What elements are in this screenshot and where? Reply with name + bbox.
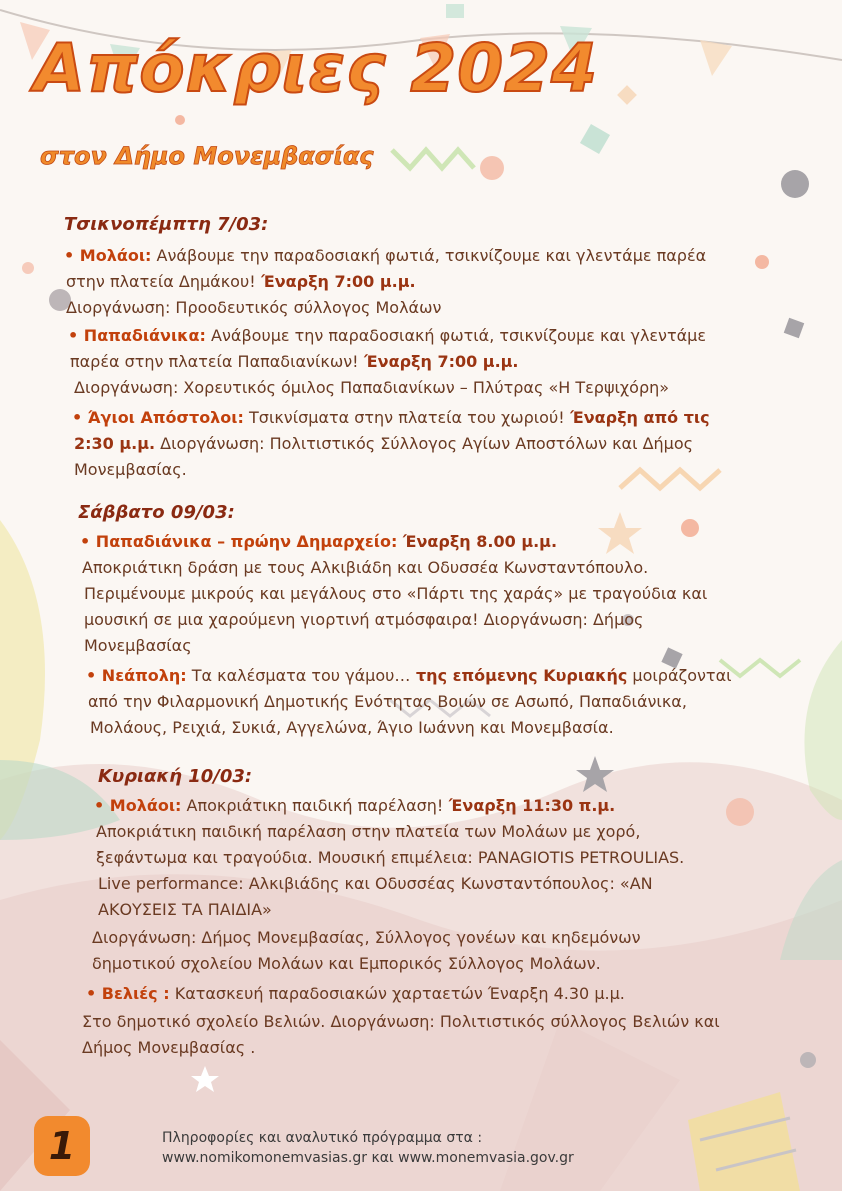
page-title: Απόκριες 2024 <box>34 30 599 107</box>
day-heading-thursday: Τσικνοπέμπτη 7/03: <box>64 214 269 235</box>
event-start: Έναρξη 11:30 π.μ. <box>443 796 616 815</box>
event-place: Μολάοι: <box>79 246 152 265</box>
event-line <box>74 434 693 454</box>
event-organizer: Διοργάνωση: Χορευτικός όμιλος Παπαδιανίκων – Πλύτρας «Η Τερψιχόρη» <box>74 378 670 397</box>
event-text-line: ΑΚΟΥΣΕΙΣ ΤΑ ΠΑΙΔΙΑ» <box>98 900 272 919</box>
event-text-line: Μονεμβασίας <box>84 636 192 655</box>
event-line <box>86 666 732 686</box>
bullet: • <box>86 666 102 685</box>
bullet: • <box>86 984 102 1003</box>
event-desc: Τσικνίσματα στην πλατεία του χωριού! <box>243 408 565 427</box>
page-number-badge: 1 <box>34 1116 90 1176</box>
event-text-line: Live performance: Αλκιβιάδης και Οδυσσέας Κωνσταντόπουλος: «ΑΝ <box>98 874 653 893</box>
footer-links-line: www.nomikomonemvasias.gr και www.monemvasia.gov.gr <box>162 1150 574 1166</box>
event-text-line: μουσική σε μια χαρούμενη γιορτινή ατμόσφαιρα! Διοργάνωση: Δήμος <box>84 610 644 629</box>
event-place: Παπαδιάνικα – πρώην Δημαρχείο: <box>95 532 398 551</box>
bullet: • <box>64 246 80 265</box>
event-desc: Ανάβουμε την παραδοσιακή φωτιά, τσικνίζουμε και γλεντάμε <box>205 326 706 345</box>
event-line <box>94 796 615 816</box>
event-organizer: Μονεμβασίας. <box>74 460 187 479</box>
event-organizer: Διοργάνωση: Πολιτιστικός Σύλλογος Αγίων Αποστόλων και Δήμος <box>155 434 694 453</box>
event-text-line: Στο δημοτικό σχολείο Βελιών. Διοργάνωση: Πολιτιστικός σύλλογος Βελιών και <box>82 1012 720 1031</box>
event-desc: Κατασκευή παραδοσιακών χαρταετών Έναρξη 4.30 μ.μ. <box>169 984 625 1003</box>
event-text-line: από την Φιλαρμονική Δημοτικής Ενότητας Βοιών σε Ασωπό, Παπαδιάνικα, <box>88 692 687 711</box>
event-text-line: Αποκριάτικη δράση με τους Αλκιβιάδη και Οδυσσέα Κωνσταντόπουλο. <box>82 558 649 577</box>
page-subtitle: στον Δήμο Μονεμβασίας <box>40 142 374 170</box>
bullet: • <box>80 532 96 551</box>
event-desc-bold: της επόμενης Κυριακής <box>410 666 628 685</box>
event-text-line: Περιμένουμε μικρούς και μεγάλους στο «Πάρτι της χαράς» με τραγούδια και <box>84 584 708 603</box>
event-start: Έναρξη 8.00 μ.μ. <box>397 532 558 551</box>
day-heading-saturday: Σάββατο 09/03: <box>78 502 235 523</box>
bullet: • <box>94 796 110 815</box>
bullet: • <box>68 326 84 345</box>
event-text-line: Δήμος Μονεμβασίας . <box>82 1038 256 1057</box>
event-text-line: Μολάους, Ρειχιά, Συκιά, Αγγελώνα, Άγιο Ιωάννη και Μονεμβασία. <box>90 718 614 737</box>
event-line <box>72 408 710 428</box>
event-place: Βελιές : <box>101 984 170 1003</box>
event-desc: Αποκριάτικη παιδική παρέλαση! <box>181 796 444 815</box>
event-desc: μοιράζονται <box>627 666 732 685</box>
event-desc: Ανάβουμε την παραδοσιακή φωτιά, τσικνίζουμε και γλεντάμε παρέα <box>151 246 707 265</box>
event-text-line: ξεφάντωμα και τραγούδια. Μουσική επιμέλεια: PANAGIOTIS PETROULIAS. <box>96 848 685 867</box>
event-desc: Τα καλέσματα του γάμου… <box>186 666 411 685</box>
event-desc: παρέα στην πλατεία Παπαδιανίκων! <box>70 352 359 371</box>
event-start: 2:30 μ.μ. <box>74 434 156 453</box>
event-place: Νεάπολη: <box>101 666 187 685</box>
event-line <box>64 246 706 266</box>
bullet: • <box>72 408 88 427</box>
day-heading-sunday: Κυριακή 10/03: <box>98 766 253 787</box>
event-text-line: Διοργάνωση: Δήμος Μονεμβασίας, Σύλλογος γονέων και κηδεμόνων <box>92 928 641 947</box>
event-line <box>80 532 557 552</box>
event-place: Άγιοι Απόστολοι: <box>87 408 244 427</box>
event-start: Έναρξη 7:00 μ.μ. <box>358 352 519 371</box>
event-text-line: δημοτικού σχολείου Μολάων και Εμπορικός Σύλλογος Μολάων. <box>92 954 601 973</box>
event-start: Έναρξη 7:00 μ.μ. <box>255 272 416 291</box>
event-text-line: Αποκριάτικη παιδική παρέλαση στην πλατεία των Μολάων με χορό, <box>96 822 641 841</box>
event-organizer: Διοργάνωση: Προοδευτικός σύλλογος Μολάων <box>66 298 442 317</box>
event-line <box>70 352 519 372</box>
event-start: Έναρξη από τις <box>564 408 710 427</box>
event-place: Μολάοι: <box>109 796 182 815</box>
event-line <box>68 326 706 346</box>
footer-info-line: Πληροφορίες και αναλυτικό πρόγραμμα στα : <box>162 1130 483 1146</box>
event-line <box>66 272 416 292</box>
event-place: Παπαδιάνικα: <box>83 326 206 345</box>
event-line <box>86 984 625 1004</box>
event-desc: στην πλατεία Δημάκου! <box>66 272 256 291</box>
